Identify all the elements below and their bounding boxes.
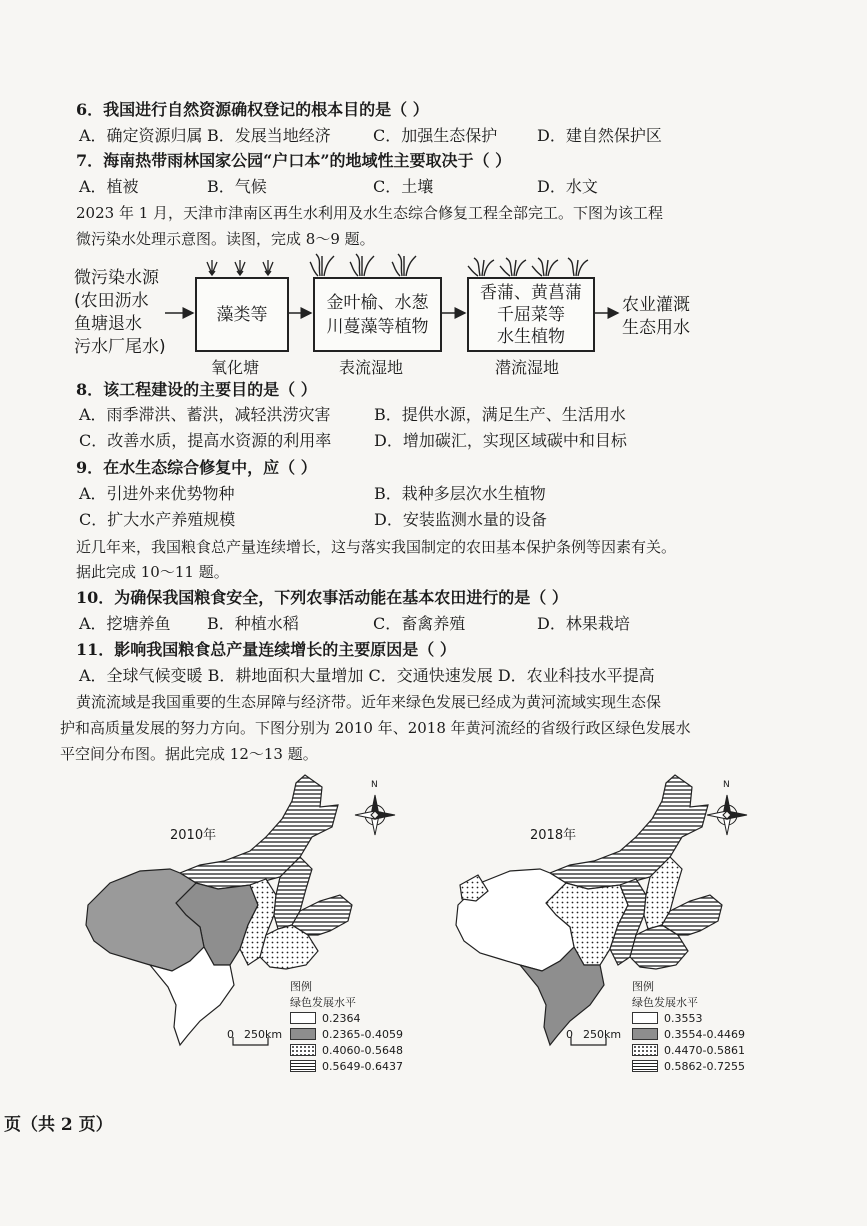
legend-title: 图例 [290,980,312,993]
swatch-white [632,1012,658,1024]
map-2010-title: 2010年 [170,828,217,843]
legend-subtitle: 绿色发展水平 [632,996,698,1009]
q10-option-c: C．畜禽养殖 [373,614,466,633]
q10-option-b: B．种植水稻 [207,614,299,633]
q8-option-d: D．增加碳汇，实现区域碳中和目标 [374,431,627,450]
q7-option-d: D．水文 [537,177,598,196]
legend-value: 0.5862-0.7255 [664,1059,745,1073]
q9-option-b: B．栽种多层次水生植物 [374,484,546,503]
scale-zero-2010: 0 [227,1028,234,1041]
legend-subtitle: 绿色发展水平 [290,996,356,1009]
intro-10-11-line1: 近几年来，我国粮食总产量连续增长，这与落实我国制定的农田基本保护条例等因素有关。 [76,538,677,556]
q8-option-b: B．提供水源，满足生产、生活用水 [374,405,626,424]
legend-row [632,1026,745,1042]
q9-option-c: C．扩大水产养殖规模 [79,510,236,529]
q10-option-a: A．挖塘养鱼 [79,614,171,633]
q8-stem: 8．该工程建设的主要目的是（ ） [76,380,317,399]
legend-row [290,1042,403,1058]
north-label-2010: N [371,780,378,790]
legend-value: 0.2364 [322,1011,361,1025]
source-line: 鱼塘退水 [74,314,142,334]
subsurface-wetland-caption: 潜流湿地 [495,358,560,377]
page-footer: 页（共 2 页） [4,1115,113,1135]
legend-value: 0.5649-0.6437 [322,1059,403,1073]
legend-title: 图例 [632,980,654,993]
q6-stem: 6．我国进行自然资源确权登记的根本目的是（ ） [76,100,429,119]
q10-option-d: D．林果栽培 [537,614,630,633]
box2-line: 川蔓藻等植物 [326,316,429,337]
legend-row [632,1058,745,1074]
q8-option-c: C．改善水质，提高水资源的利用率 [79,431,332,450]
q6-option-b: B．发展当地经济 [207,126,331,145]
legend-row [632,1042,745,1058]
legend-value: 0.4470-0.5861 [664,1043,745,1057]
q7-option-b: B．气候 [207,177,267,196]
q6-option-c: C．加强生态保护 [373,126,498,145]
q11-options: A．全球气候变暖 B．耕地面积大量增加 C．交通快速发展 D．农业科技水平提高 [79,666,655,685]
flow-arrows-and-plants [0,250,867,360]
swatch-stripes [290,1060,316,1072]
q7-stem: 7．海南热带雨林国家公园“户口本”的地域性主要取决于（ ） [76,151,512,170]
legend-value: 0.3554-0.4469 [664,1027,745,1041]
box1-label: 藻类等 [216,304,268,325]
scale-label-2010: 250km [244,1028,283,1041]
q7-option-c: C．土壤 [373,177,434,196]
legend-row [632,1010,745,1026]
legend-value: 0.2365-0.4059 [322,1027,403,1041]
map-2018-title: 2018年 [530,828,577,843]
north-label-2018: N [723,780,730,790]
box3-line: 水生植物 [497,326,565,347]
north-arrow-2010 [355,795,395,835]
q9-stem: 9．在水生态综合修复中，应（ ） [76,458,317,477]
q9-option-a: A．引进外来优势物种 [79,484,235,503]
swatch-dots [632,1044,658,1056]
box3-line: 香蒲、黄菖蒲 [480,282,582,303]
source-line: 污水厂尾水) [74,337,166,357]
box3-line: 千屈菜等 [497,304,565,325]
q11-stem: 11．影响我国粮食总产量连续增长的主要原因是（ ） [76,640,456,659]
swatch-gray [632,1028,658,1040]
swatch-stripes [632,1060,658,1072]
legend-value: 0.4060-0.5648 [322,1043,403,1057]
swatch-white [290,1012,316,1024]
legend-2018 [632,978,745,1074]
q6-option-d: D．建自然保护区 [537,126,662,145]
output-line: 生态用水 [622,318,690,338]
legend-row [290,1058,403,1074]
scale-zero-2018: 0 [566,1028,573,1041]
legend-value: 0.3553 [664,1011,703,1025]
source-line: 微污染水源 [74,268,159,288]
intro-12-13-line2: 护和高质量发展的努力方向。下图分别为 2010 年、2018 年黄河流经的省级行政区绿色发展水 [60,719,691,737]
box2-line: 金叶榆、水葱 [326,292,429,313]
output-line: 农业灌溉 [622,295,690,315]
legend-row [290,1010,403,1026]
q7-option-a: A．植被 [79,177,139,196]
north-arrow-2018 [707,795,747,835]
q6-option-a: A．确定资源归属 [79,126,203,145]
scale-label-2018: 250km [583,1028,622,1041]
intro-12-13-line3: 平空间分布图。据此完成 12～13 题。 [60,745,318,763]
legend-2010 [290,978,403,1074]
oxidation-pond-caption: 氧化塘 [211,358,260,377]
intro-12-13-line1: 黄流流域是我国重要的生态屏障与经济带。近年来绿色发展已经成为黄河流域实现生态保 [76,693,662,711]
swatch-gray [290,1028,316,1040]
intro-10-11-line2: 据此完成 10～11 题。 [76,563,229,581]
legend-row [290,1026,403,1042]
source-line: (农田沥水 [74,291,149,311]
intro-8-9-line1: 2023 年 1 月，天津市津南区再生水利用及水生态综合修复工程全部完工。下图为该工程 [76,204,664,222]
surface-wetland-caption: 表流湿地 [339,358,404,377]
q9-option-d: D．安装监测水量的设备 [374,510,547,529]
swatch-dots [290,1044,316,1056]
q10-stem: 10．为确保我国粮食安全，下列农事活动能在基本农田进行的是（ ） [76,588,568,607]
intro-8-9-line2: 微污染水处理示意图。读图，完成 8～9 题。 [76,230,375,248]
q8-option-a: A．雨季滞洪、蓄洪，减轻洪涝灾害 [79,405,331,424]
